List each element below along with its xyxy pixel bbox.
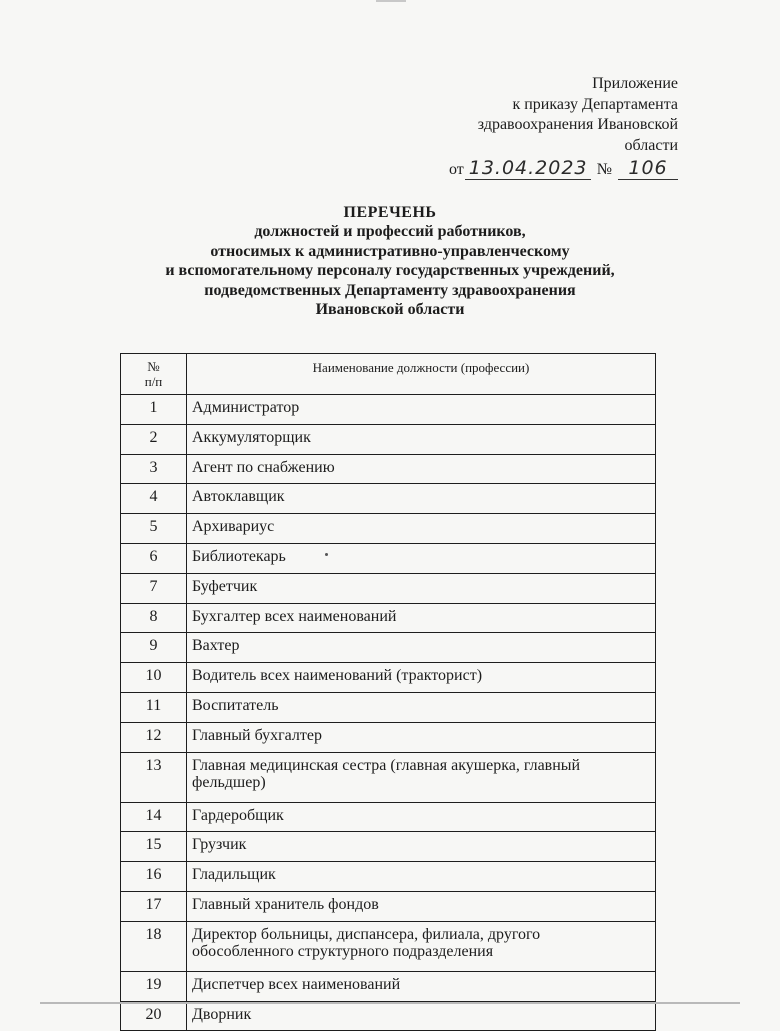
row-position: Автоклавщик — [187, 484, 656, 514]
row-number: 20 — [121, 1001, 187, 1031]
row-position: Бухгалтер всех наименований — [187, 603, 656, 633]
row-position: Архивариус — [187, 514, 656, 544]
table-row — [121, 692, 656, 722]
row-number: 2 — [121, 424, 187, 454]
row-number: 1 — [121, 395, 187, 425]
row-number: 19 — [121, 971, 187, 1001]
title-line-5: Ивановской области — [315, 301, 465, 319]
number-sign: № — [596, 160, 612, 178]
header-number-sign: № — [147, 359, 160, 374]
table-row — [121, 424, 656, 454]
row-position: Буфетчик — [187, 573, 656, 603]
header-number-abbr: п/п — [144, 374, 163, 389]
row-number: 14 — [121, 802, 187, 832]
row-number: 11 — [121, 692, 187, 722]
row-number: 9 — [121, 633, 187, 663]
row-position: Главный хранитель фондов — [187, 891, 656, 921]
document-title — [0, 203, 780, 319]
row-position: Водитель всех наименований (тракторист) — [187, 663, 656, 693]
row-number: 4 — [121, 484, 187, 514]
title-line-1: должностей и профессий работников, — [254, 223, 526, 241]
annex-header — [449, 74, 678, 180]
table-row — [121, 663, 656, 693]
scan-speck — [325, 553, 328, 556]
table-row — [121, 633, 656, 663]
row-position: Аккумуляторщик — [187, 424, 656, 454]
row-position: Воспитатель — [187, 692, 656, 722]
annex-order-ref: к приказу Департамента — [512, 95, 678, 113]
table-row — [121, 832, 656, 862]
title-line-3: и вспомогательному персоналу государственных учреждений, — [165, 262, 615, 280]
row-number: 6 — [121, 543, 187, 573]
row-position — [187, 921, 656, 971]
row-number: 13 — [121, 752, 187, 802]
row-number: 17 — [121, 891, 187, 921]
annex-title: Приложение — [592, 75, 678, 92]
row-position: Агент по снабжению — [187, 454, 656, 484]
annex-department: здравоохранения Ивановской — [477, 116, 678, 133]
table-row — [121, 484, 656, 514]
row-position: Гладильщик — [187, 862, 656, 892]
table-row — [121, 722, 656, 752]
row-position-line-2: фельдшер) — [192, 773, 266, 791]
table-row — [121, 603, 656, 633]
row-number: 18 — [121, 921, 187, 971]
row-number: 8 — [121, 603, 187, 633]
table-row — [121, 752, 656, 802]
order-date-number — [449, 158, 678, 180]
row-number: 15 — [121, 832, 187, 862]
row-position: Грузчик — [187, 832, 656, 862]
table-row — [121, 921, 656, 971]
table-row — [121, 802, 656, 832]
row-number: 7 — [121, 573, 187, 603]
table-header-row — [121, 354, 656, 395]
row-position: Библиотекарь — [187, 543, 656, 573]
table-row — [121, 543, 656, 573]
handwritten-order-number: 106 — [618, 158, 678, 180]
scan-top-mark — [376, 0, 406, 2]
title-line-4: подведомственных Департаменту здравоохранения — [204, 281, 576, 299]
row-position-line-1: Директор больницы, диспансера, филиала, другого — [192, 925, 541, 943]
positions-table — [120, 353, 656, 1031]
row-position: Гардеробщик — [187, 802, 656, 832]
row-position: Главный бухгалтер — [187, 722, 656, 752]
handwritten-date: 13.04.2023 — [465, 158, 591, 180]
table-row — [121, 514, 656, 544]
row-number: 12 — [121, 722, 187, 752]
row-position: Дворник — [187, 1001, 656, 1031]
row-position — [187, 752, 656, 802]
row-position: Вахтер — [187, 633, 656, 663]
header-position-name: Наименование должности (профессии) — [187, 354, 656, 395]
table-row — [121, 1001, 656, 1031]
row-number: 16 — [121, 862, 187, 892]
title-main: ПЕРЕЧЕНЬ — [343, 204, 437, 221]
table-row — [121, 971, 656, 1001]
table-row — [121, 891, 656, 921]
scan-bottom-edge — [40, 1002, 740, 1004]
table-row — [121, 573, 656, 603]
header-number — [121, 354, 187, 395]
row-number: 3 — [121, 454, 187, 484]
row-position-line-1: Главная медицинская сестра (главная акушерка, главный — [192, 756, 581, 774]
table-row — [121, 395, 656, 425]
row-position: Администратор — [187, 395, 656, 425]
date-prefix: от — [448, 160, 464, 178]
title-line-2: относимых к административно-управленческому — [210, 242, 570, 260]
table-row — [121, 862, 656, 892]
table-row — [121, 454, 656, 484]
row-position-line-2: обособленного структурного подразделения — [192, 942, 494, 960]
row-number: 5 — [121, 514, 187, 544]
row-number: 10 — [121, 663, 187, 693]
annex-region: области — [624, 136, 678, 154]
row-position: Диспетчер всех наименований — [187, 971, 656, 1001]
